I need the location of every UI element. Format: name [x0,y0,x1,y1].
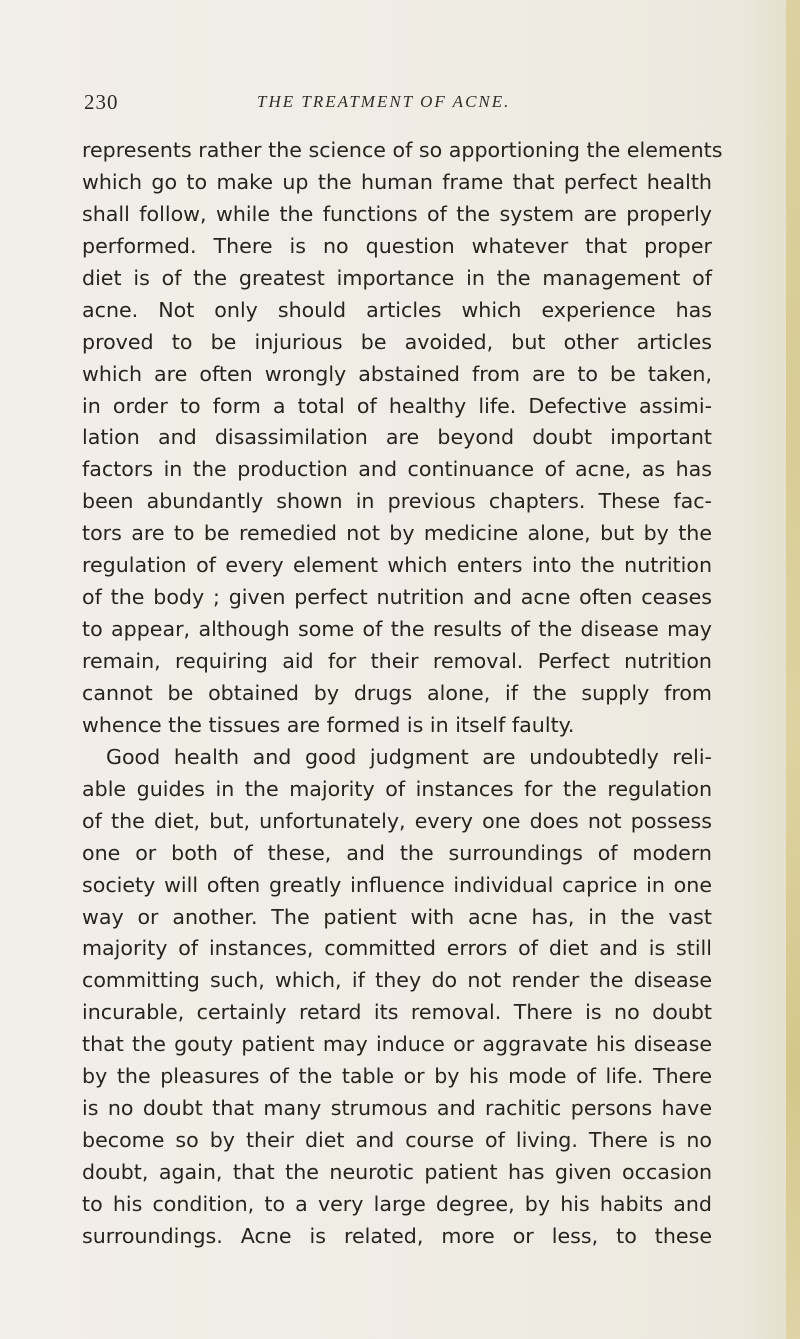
text-line: proved to be injurious be avoided, but other articles [82,329,712,354]
text-line: majority of instances, committed errors of diet and is still [82,936,712,961]
text-line: acne. Not only should articles which experience has [82,297,712,322]
text-line: shall follow, while the functions of the system are properly [82,201,712,226]
running-head: THE TREATMENT OF ACNE. [257,92,511,111]
text-line: tors are to be remedied not by medicine alone, but by the [82,521,712,546]
text-line: cannot be obtained by drugs alone, if the supply from [82,680,712,705]
text-line: to his condition, to a very large degree, by his habits and [82,1191,712,1216]
text-line: by the pleasures of the table or by his mode of life. There [82,1064,712,1089]
text-line: one or both of these, and the surroundings of modern [82,840,712,865]
text-line: of the diet, but, unfortunately, every one does not possess [82,808,712,833]
text-line: lation and disassimilation are beyond doubt important [82,425,712,450]
page-edge [786,0,800,1339]
text-line: factors in the production and continuance of acne, as has [82,457,712,482]
page-header [84,90,704,120]
text-line: incurable, certainly retard its removal. There is no doubt [82,1000,712,1025]
text-line: which go to make up the human frame that perfect health [82,169,712,194]
page-number: 230 [84,90,119,114]
text-line: of the body ; given perfect nutrition and acne often ceases [82,585,712,610]
paragraph-end-line: whence the tissues are formed is in itself faulty. [82,712,575,737]
body-text [82,135,723,1253]
text-line: represents rather the science of so apportioning the elements [82,138,723,162]
text-line: in order to form a total of healthy life. Defective assimi- [82,393,712,418]
text-line: that the gouty patient may induce or aggravate his disease [82,1032,712,1057]
text-line: able guides in the majority of instances for the regulation [82,776,712,801]
paragraph-start-line: Good health and good judgment are undoubtedly reli- [106,744,712,769]
text-line: doubt, again, that the neurotic patient has given occasion [82,1160,712,1184]
text-line: regulation of every element which enters into the nutrition [82,553,712,578]
text-line: which are often wrongly abstained from are to be taken, [82,361,712,386]
text-line: been abundantly shown in previous chapters. These fac- [82,489,712,514]
text-line: become so by their diet and course of living. There is no [82,1128,712,1153]
text-line: to appear, although some of the results of the disease may [82,617,712,642]
text-line: diet is of the greatest importance in the management of [82,265,712,290]
text-line: performed. There is no question whatever that proper [82,233,712,258]
text-line: surroundings. Acne is related, more or less, to these [82,1223,712,1248]
text-line: way or another. The patient with acne has, in the vast [82,904,712,929]
text-line: committing such, which, if they do not render the disease [82,968,712,993]
text-line: society will often greatly influence individual caprice in one [82,872,712,897]
text-line: is no doubt that many strumous and rachitic persons have [82,1096,712,1121]
text-line: remain, requiring aid for their removal. Perfect nutrition [82,649,712,673]
